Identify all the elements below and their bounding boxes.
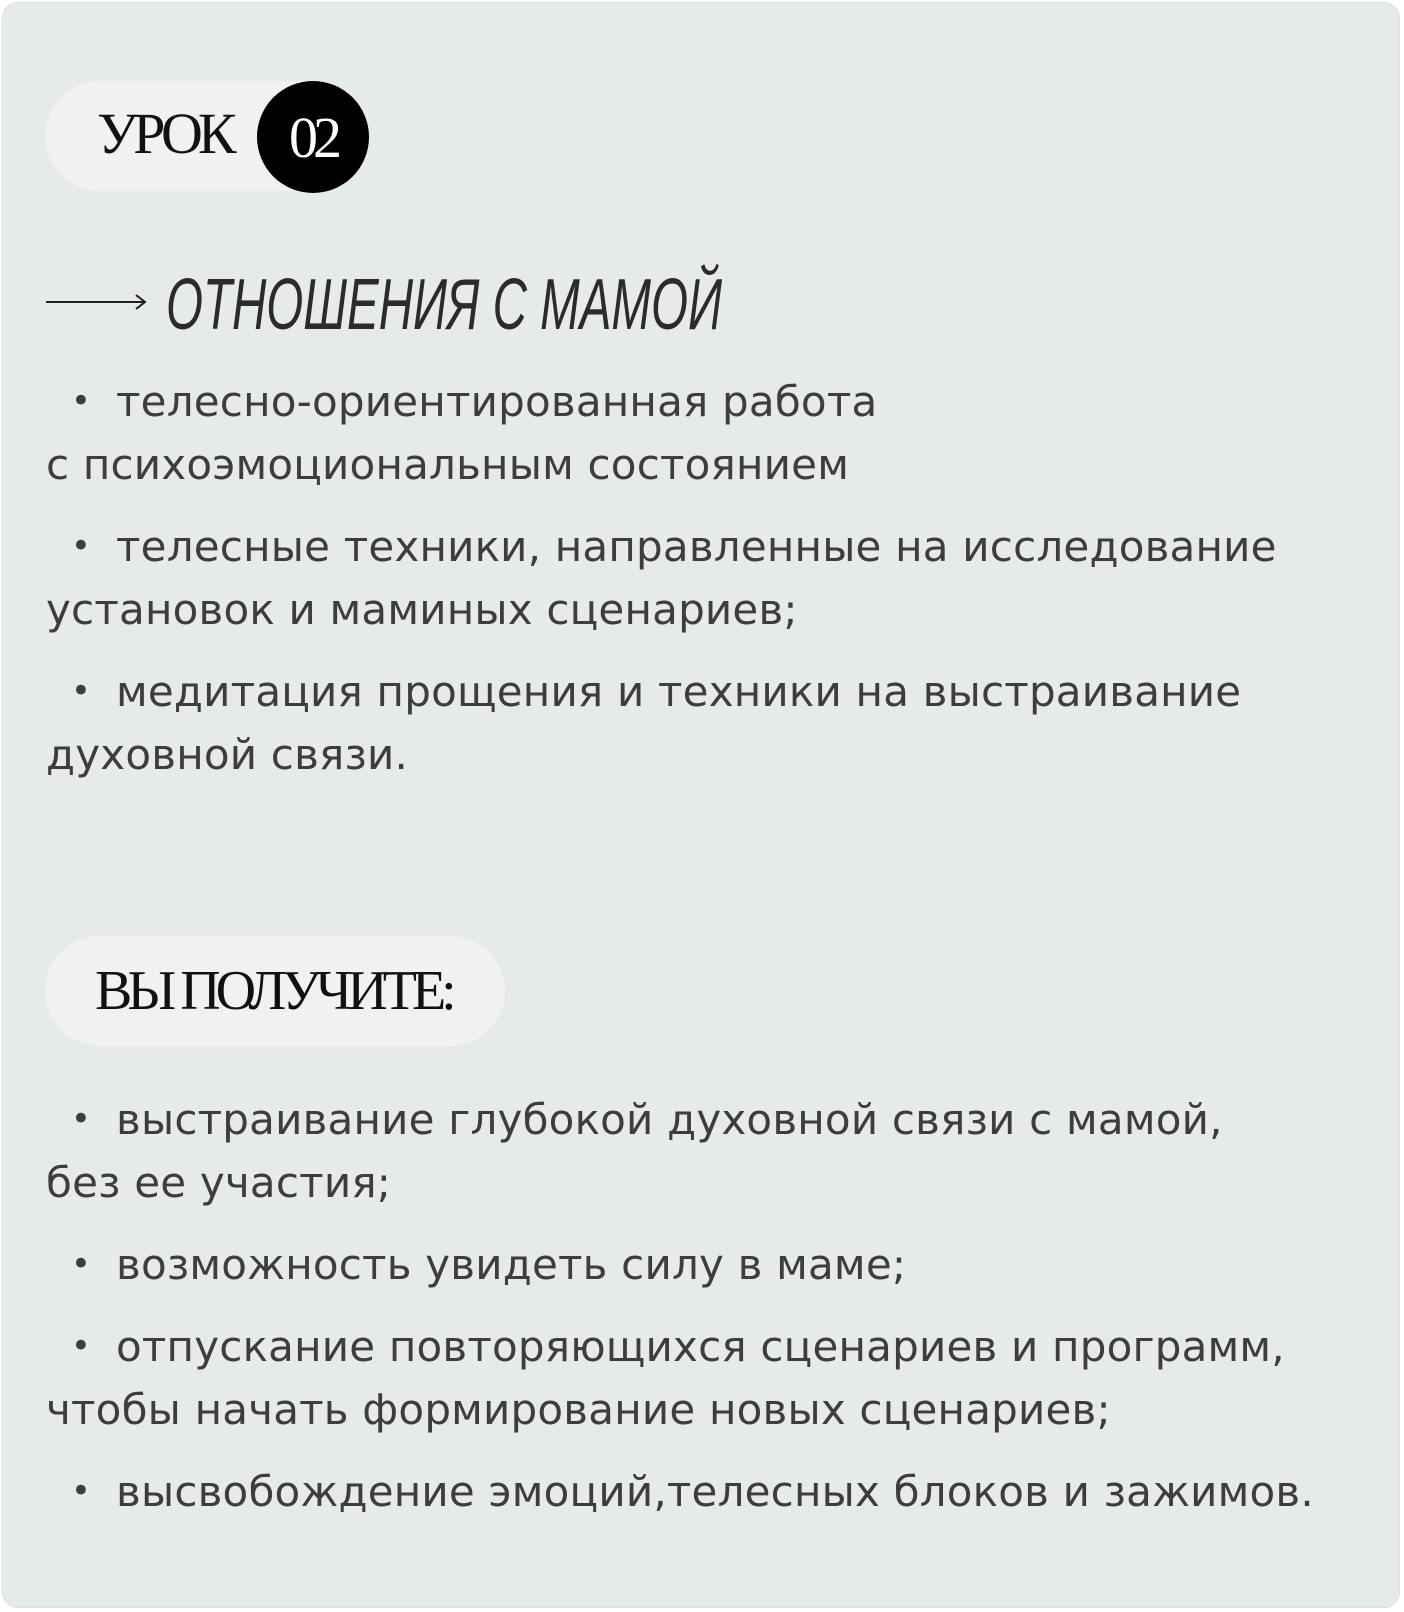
list-item-text: отпускание повторяющихся сценариев и программ, bbox=[116, 1322, 1285, 1371]
lesson-label: УРОК bbox=[97, 101, 232, 166]
list-item bbox=[46, 660, 1336, 786]
list-item bbox=[46, 515, 1336, 641]
list-item-text: выстраивание глубокой духовной связи с мамой, bbox=[116, 1095, 1223, 1144]
list-item-text: возможность увидеть силу в маме; bbox=[116, 1240, 907, 1289]
list-item bbox=[46, 1233, 1356, 1296]
bullet-icon: • bbox=[70, 1326, 92, 1366]
results-badge bbox=[45, 936, 505, 1046]
list-item-text: высвобождение эмоций,телесных блоков и зажимов. bbox=[116, 1467, 1314, 1516]
lesson-number: 02 bbox=[257, 81, 369, 193]
list-item bbox=[46, 370, 1336, 496]
list-item bbox=[46, 1088, 1356, 1214]
bullet-icon: • bbox=[70, 1099, 92, 1139]
list-item-continuation: чтобы начать формирование новых сценариев; bbox=[46, 1385, 1111, 1434]
lesson-card bbox=[2, 2, 1400, 1608]
list-item-continuation: духовной связи. bbox=[46, 730, 409, 779]
bullet-icon: • bbox=[70, 1244, 92, 1284]
results-label: ВЫ ПОЛУЧИТЕ: bbox=[95, 960, 452, 1022]
list-item-text: медитация прощения и техники на выстраивание bbox=[116, 667, 1242, 716]
list-item-continuation: с психоэмоциональным состоянием bbox=[46, 440, 850, 489]
list-item-continuation: без ее участия; bbox=[46, 1158, 392, 1207]
list-item-text: телесные техники, направленные на исследование bbox=[116, 522, 1277, 571]
lesson-badge bbox=[45, 81, 355, 191]
bullet-icon: • bbox=[70, 671, 92, 711]
arrow-right-icon bbox=[46, 290, 148, 314]
lesson-title: ОТНОШЕНИЯ С МАМОЙ bbox=[166, 265, 722, 345]
results-list bbox=[46, 1088, 1356, 1542]
bullet-icon: • bbox=[70, 381, 92, 421]
list-item-continuation: установок и маминых сценариев; bbox=[46, 585, 798, 634]
list-item bbox=[46, 1460, 1356, 1523]
list-item bbox=[46, 1315, 1356, 1441]
lesson-title-row bbox=[46, 265, 1008, 345]
list-item-text: телесно-ориентированная работа bbox=[116, 377, 878, 426]
bullet-icon: • bbox=[70, 526, 92, 566]
lesson-content-list bbox=[46, 370, 1336, 805]
bullet-icon: • bbox=[70, 1471, 92, 1511]
